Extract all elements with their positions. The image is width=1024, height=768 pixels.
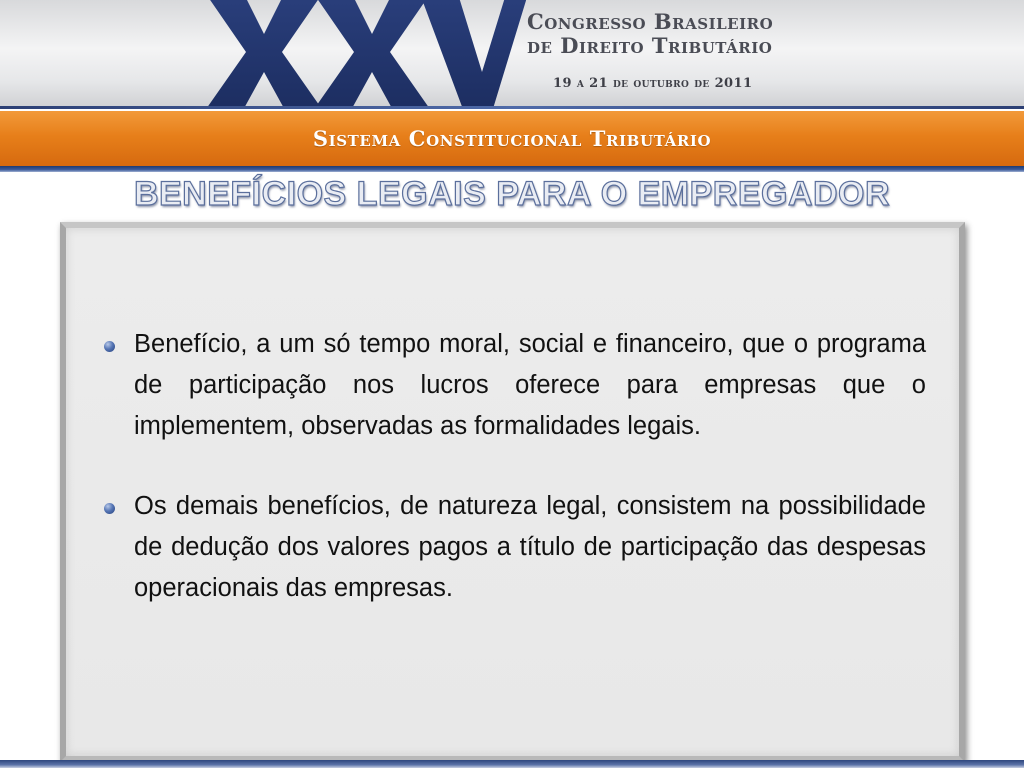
bullet-item	[104, 486, 926, 609]
congress-title-line2: de Direito Tributário	[527, 33, 773, 58]
xxv-logo	[206, 0, 526, 108]
footer-line	[0, 760, 1024, 768]
congress-title-line1: Congresso Brasileiro	[527, 9, 774, 34]
bullet-icon	[104, 341, 115, 352]
congress-dates: 19 a 21 de outubro de 2011	[553, 76, 753, 91]
congress-title	[527, 10, 827, 58]
header-divider	[0, 106, 1024, 109]
slide-title: BENEFÍCIOS LEGAIS PARA O EMPREGADOR	[133, 175, 891, 213]
bullet-list	[104, 324, 926, 648]
header-banner	[0, 0, 1024, 108]
section-band-title: Sistema Constitucional Tributário	[312, 126, 712, 151]
bullet-item	[104, 324, 926, 447]
bullet-text: Benefício, a um só tempo moral, social e financeiro, que o programa de participação nos lucros oferece para empresas que o implementem, observadas as formalidades legais.	[134, 330, 926, 440]
bullet-icon	[104, 503, 115, 514]
bullet-text: Os demais benefícios, de natureza legal, consistem na possibilidade de dedução dos valores pagos a título de participação das despesas operacionais das empresas.	[134, 492, 926, 602]
section-band	[0, 111, 1024, 166]
content-box	[60, 222, 965, 762]
